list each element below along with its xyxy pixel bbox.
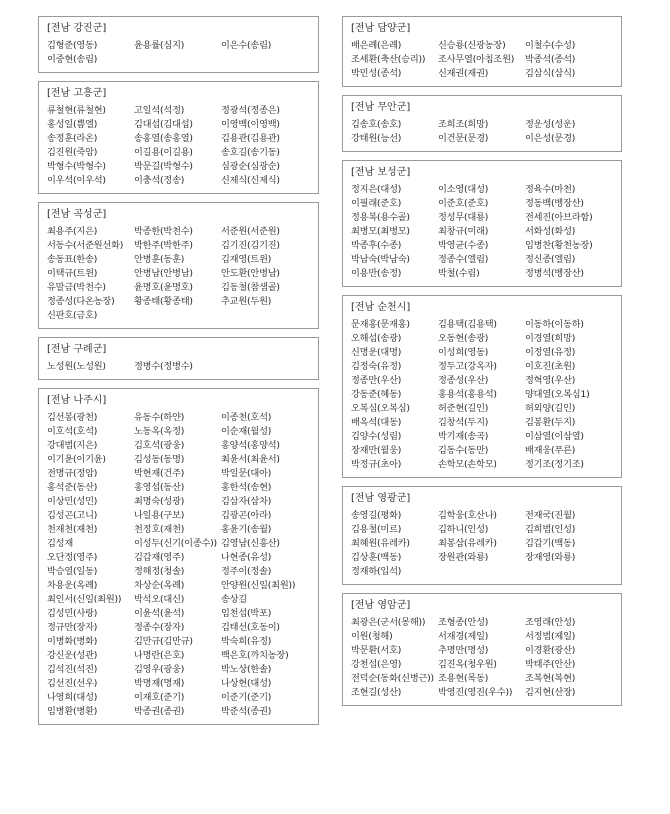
name-entry: 이필래(준호)	[351, 198, 402, 209]
name-entry: 백은호(까치농장)	[221, 650, 289, 661]
name-entry: 김영우(광웅)	[134, 664, 185, 675]
region-box	[342, 16, 622, 87]
name-entry: 박기재(송곡)	[438, 431, 489, 442]
name-entry: 이재호(준기)	[134, 692, 185, 703]
name-entry: 이경열(희망)	[525, 333, 576, 344]
name-entry: 김형준(영동)	[47, 40, 98, 51]
name-entry: 김영남(신흥산)	[221, 538, 280, 549]
name-entry: 장재영(와룡)	[525, 552, 576, 563]
name-entry: 강동준(혜동)	[351, 389, 402, 400]
name-entry: 김선진(선우)	[47, 678, 98, 689]
name-entry: 정재하(입석)	[351, 566, 402, 577]
region-box	[342, 160, 622, 287]
name-entry: 박철(수림)	[438, 268, 480, 279]
name-entry: 이준기(준기)	[221, 692, 272, 703]
name-entry: 최병모(최병모)	[351, 226, 410, 237]
region-title: [전남 담양군]	[351, 23, 411, 34]
name-entry: 김용철(미르)	[351, 524, 402, 535]
name-entry: 김성동(동명)	[134, 454, 185, 465]
name-entry: 박문길(박형수)	[134, 161, 193, 172]
name-entry: 송동표(한송)	[47, 254, 98, 265]
name-entry: 최용주(지은)	[47, 226, 98, 237]
name-entry: 박종후(수종)	[351, 240, 402, 251]
name-entry: 박명재(명재)	[134, 678, 185, 689]
name-entry: 서재경(제일)	[438, 631, 489, 642]
name-entry: 이성두(신기(이종수))	[134, 538, 217, 549]
name-entry: 이경환(광산)	[525, 645, 576, 656]
name-entry: 배옥석(대동)	[351, 417, 402, 428]
name-entry: 홍윤기(송월)	[221, 524, 272, 535]
name-list	[351, 616, 613, 700]
name-entry: 이용만(송정)	[351, 268, 402, 279]
name-entry: 전재국(진월)	[525, 510, 576, 521]
name-entry: 최인서(신일(최원))	[47, 594, 122, 605]
name-entry: 박석오(대신)	[134, 594, 185, 605]
name-entry: 박태주(안산)	[525, 659, 576, 670]
name-entry: 전세진(아브라함)	[525, 212, 593, 223]
name-entry: 정신종(엘림)	[525, 254, 576, 265]
name-list	[351, 39, 613, 81]
name-entry: 김동철(참샘골)	[221, 282, 280, 293]
name-entry: 신승룡(신광농장)	[438, 40, 506, 51]
name-list	[47, 104, 310, 188]
region-title: [전남 순천시]	[351, 302, 411, 313]
region-title: [전남 나주시]	[47, 395, 107, 406]
name-entry: 박노상(한솔)	[221, 664, 272, 675]
name-entry: 이상민(성민)	[47, 496, 98, 507]
name-entry: 조희조(희망)	[438, 119, 489, 130]
name-entry: 나일용(구보)	[134, 510, 185, 521]
name-entry: 정병수(정병수)	[134, 361, 193, 372]
region-box	[38, 388, 319, 725]
name-entry: 서정범(제일)	[525, 631, 576, 642]
name-entry: 천정호(재천)	[134, 524, 185, 535]
name-entry: 김하니(인성)	[438, 524, 489, 535]
name-entry: 박종권(종권)	[134, 706, 185, 717]
name-entry: 김성재	[47, 538, 74, 549]
name-entry: 정종성(우산)	[438, 375, 489, 386]
name-entry: 정종수(장자)	[134, 622, 185, 633]
name-entry: 안도환(안병남)	[221, 268, 280, 279]
name-entry: 배재웅(푸른)	[525, 445, 576, 456]
name-entry: 이호석(호석)	[47, 426, 98, 437]
name-entry: 김진원(죽암)	[47, 147, 98, 158]
name-entry: 안병훈(동훈)	[134, 254, 185, 265]
name-entry: 이호진(초원)	[525, 361, 576, 372]
name-list	[351, 183, 613, 281]
name-entry: 김갑기(백동)	[525, 538, 576, 549]
name-list	[351, 509, 613, 579]
name-entry: 조현길(성산)	[351, 687, 402, 698]
name-entry: 전명규(정암)	[47, 468, 98, 479]
name-entry: 김삼자(삼차)	[221, 496, 272, 507]
name-entry: 노성원(노성원)	[47, 361, 106, 372]
name-entry: 김성곤(고니)	[47, 510, 98, 521]
region-title: [전남 영암군]	[351, 600, 411, 611]
name-entry: 김선봉(광천)	[47, 412, 98, 423]
region-title: [전남 고흥군]	[47, 88, 107, 99]
name-list	[47, 39, 310, 67]
name-entry: 김만규(김만규)	[134, 636, 193, 647]
name-entry: 박한주(박한주)	[134, 240, 193, 251]
name-entry: 유동수(하얀)	[134, 412, 185, 423]
name-entry: 홍영섭(동산)	[134, 482, 185, 493]
name-entry: 김희범(인성)	[525, 524, 576, 535]
name-list	[47, 411, 310, 719]
name-entry: 최봉삼(유레카)	[438, 538, 497, 549]
name-entry: 이병화(병화)	[47, 636, 98, 647]
name-entry: 홍석준(동산)	[47, 482, 98, 493]
name-entry: 이소영(대성)	[438, 184, 489, 195]
name-entry: 김용관(김용관)	[221, 133, 280, 144]
region-title: [전남 영광군]	[351, 493, 411, 504]
name-entry: 박정규(초아)	[351, 459, 402, 470]
name-entry: 김호석(광웅)	[134, 440, 185, 451]
region-title: [전남 곡성군]	[47, 209, 107, 220]
region-box	[342, 593, 622, 706]
name-entry: 정운성(성운)	[525, 119, 576, 130]
name-entry: 김지현(산장)	[525, 687, 576, 698]
name-entry: 박현재(건주)	[134, 468, 185, 479]
name-entry: 김상훈(백동)	[351, 552, 402, 563]
name-entry: 이윤석(윤석)	[134, 608, 185, 619]
name-entry: 홍용석(홍용석)	[438, 389, 497, 400]
name-entry: 노동옥(옥정)	[134, 426, 185, 437]
name-list	[47, 360, 310, 374]
name-entry: 정종수(엘림)	[438, 254, 489, 265]
name-entry: 류철현(류철현)	[47, 105, 106, 116]
name-entry: 정기조(정기조)	[525, 459, 584, 470]
name-entry: 이순재(월성)	[221, 426, 272, 437]
name-entry: 나영희(대성)	[47, 692, 98, 703]
name-entry: 신명운(대명)	[351, 347, 402, 358]
name-list	[47, 225, 310, 323]
name-list	[351, 318, 613, 472]
name-entry: 박준석(종권)	[221, 706, 272, 717]
name-entry: 이충석(정송)	[134, 175, 185, 186]
name-entry: 김정숙(유정)	[351, 361, 402, 372]
name-entry: 윤용률(심지)	[134, 40, 185, 51]
name-entry: 홍성일(쁨엘)	[47, 119, 98, 130]
name-entry: 천재천(재천)	[47, 524, 98, 535]
name-entry: 장원관(와룡)	[438, 552, 489, 563]
name-entry: 오단정(영주)	[47, 552, 98, 563]
name-entry: 김봉환(두지)	[525, 417, 576, 428]
name-entry: 김용택(김용택)	[438, 319, 497, 330]
name-entry: 황종태(황종태)	[134, 296, 193, 307]
name-entry: 정혁영(우산)	[525, 375, 576, 386]
name-entry: 박승열(일동)	[47, 566, 98, 577]
name-entry: 임병환(병환)	[47, 706, 98, 717]
name-entry: 김석진(석진)	[47, 664, 98, 675]
name-entry: 최혜원(유레카)	[351, 538, 410, 549]
name-entry: 서준원(서준원)	[221, 226, 280, 237]
name-entry: 조형종(안성)	[438, 617, 489, 628]
name-entry: 이동하(이동하)	[525, 319, 584, 330]
name-entry: 윤명호(윤명호)	[134, 282, 193, 293]
name-entry: 전덕순(동화(신병근))	[351, 673, 434, 684]
name-entry: 홍한석(송현)	[221, 482, 272, 493]
name-entry: 송상길	[221, 594, 248, 605]
name-entry: 박남숙(박남숙)	[351, 254, 410, 265]
name-entry: 임천섭(박포)	[221, 608, 272, 619]
name-entry: 김재영(트윈)	[221, 254, 272, 265]
right-column	[342, 16, 622, 714]
name-entry: 이원(청해)	[351, 631, 393, 642]
name-entry: 조세환(축산(승리))	[351, 54, 426, 65]
name-entry: 조용현(목동)	[438, 673, 489, 684]
name-entry: 박종석(종석)	[525, 54, 576, 65]
name-entry: 이철수(수성)	[525, 40, 576, 51]
name-entry: 송영길(평화)	[351, 510, 402, 521]
name-entry: 안양원(신일(최원))	[221, 580, 296, 591]
name-entry: 정육수(마천)	[525, 184, 576, 195]
name-entry: 이삼열(이삼열)	[525, 431, 584, 442]
name-entry: 정규만(장자)	[47, 622, 98, 633]
name-entry: 최윤서(최윤서)	[221, 454, 280, 465]
name-entry: 심광순(심광순)	[221, 161, 280, 172]
name-entry: 이건문(문경)	[438, 133, 489, 144]
name-entry: 신재권(재권)	[438, 68, 489, 79]
name-entry: 정종성(다온농장)	[47, 296, 115, 307]
region-title: [전남 구례군]	[47, 344, 107, 355]
name-entry: 김기진(김기진)	[221, 240, 280, 251]
name-entry: 김삼식(삼식)	[525, 68, 576, 79]
region-title: [전남 강진군]	[47, 23, 107, 34]
name-entry: 정종만(우산)	[351, 375, 402, 386]
name-entry: 김광곤(아라)	[221, 510, 272, 521]
name-entry: 강태원(능선)	[351, 133, 402, 144]
name-entry: 이정열(유정)	[525, 347, 576, 358]
name-entry: 이종천(호석)	[221, 412, 272, 423]
name-entry: 차용운(옥례)	[47, 580, 98, 591]
region-title: [전남 무안군]	[351, 102, 411, 113]
name-entry: 박민성(종석)	[351, 68, 402, 79]
region-box	[38, 16, 319, 73]
name-entry: 오해섭(송광)	[351, 333, 402, 344]
name-entry: 이길용(이길용)	[134, 147, 193, 158]
region-box	[38, 337, 319, 380]
name-entry: 서동수(서준원선화)	[47, 240, 124, 251]
region-box	[342, 95, 622, 152]
region-box	[342, 295, 622, 478]
name-entry: 고일석(석정)	[134, 105, 185, 116]
name-entry: 문재홍(문재홍)	[351, 319, 410, 330]
name-entry: 조사무열(아침조원)	[438, 54, 515, 65]
name-entry: 박숙희(유정)	[221, 636, 272, 647]
name-entry: 허외양(길인)	[525, 403, 576, 414]
name-entry: 강천섭(은영)	[351, 659, 402, 670]
name-entry: 김대섭(김대섭)	[134, 119, 193, 130]
name-entry: 이준호(준호)	[438, 198, 489, 209]
name-entry: 이은성(문경)	[525, 133, 576, 144]
name-list	[351, 118, 613, 146]
name-entry: 조영래(안성)	[525, 617, 576, 628]
name-entry: 박종한(박천수)	[134, 226, 193, 237]
name-entry: 최창규(미래)	[438, 226, 489, 237]
name-entry: 최광은(군서(몽해))	[351, 617, 426, 628]
name-entry: 강대범(지은)	[47, 440, 98, 451]
name-entry: 김창석(두지)	[438, 417, 489, 428]
name-entry: 유말금(박천수)	[47, 282, 106, 293]
name-entry: 신판호(금호)	[47, 310, 98, 321]
name-entry: 송호길(송기동)	[221, 147, 280, 158]
name-entry: 나현종(유성)	[221, 552, 272, 563]
name-entry: 정광석(정종은)	[221, 105, 280, 116]
name-entry: 양대열(오복심1)	[525, 389, 590, 400]
name-entry: 추명만(명성)	[438, 645, 489, 656]
left-column	[38, 16, 319, 733]
name-entry: 이중현(송림)	[47, 54, 98, 65]
name-entry: 서화성(화성)	[525, 226, 576, 237]
name-entry: 최명숙(성광)	[134, 496, 185, 507]
name-entry: 송홍열(송홍열)	[134, 133, 193, 144]
name-entry: 정성무(대룡)	[438, 212, 489, 223]
name-entry: 차상순(옥례)	[134, 580, 185, 591]
name-entry: 추교원(두원)	[221, 296, 272, 307]
name-entry: 신제식(신제식)	[221, 175, 280, 186]
name-entry: 이성희(영동)	[438, 347, 489, 358]
name-entry: 박영진(영진(우수))	[438, 687, 513, 698]
name-entry: 박일문(대아)	[221, 468, 272, 479]
name-entry: 정지은(대성)	[351, 184, 402, 195]
name-entry: 정주이(정솔)	[221, 566, 272, 577]
name-entry: 박영균(수종)	[438, 240, 489, 251]
name-entry: 김송호(송호)	[351, 119, 402, 130]
name-entry: 김태선(호동이)	[221, 622, 280, 633]
name-entry: 손학모(손학모)	[438, 459, 497, 470]
name-entry: 허준현(길인)	[438, 403, 489, 414]
name-entry: 임병찬(황천농장)	[525, 240, 593, 251]
name-entry: 배은례(은례)	[351, 40, 402, 51]
name-entry: 김학웅(호산나)	[438, 510, 497, 521]
name-entry: 오복심(오복심)	[351, 403, 410, 414]
name-entry: 이영백(이영백)	[221, 119, 280, 130]
name-entry: 강신운(성관)	[47, 650, 98, 661]
name-entry: 김진옥(청우원)	[438, 659, 497, 670]
name-entry: 이기윤(이기윤)	[47, 454, 106, 465]
name-entry: 송정훈(라온)	[47, 133, 98, 144]
name-entry: 김양수(성림)	[351, 431, 402, 442]
name-entry: 나명란(은호)	[134, 650, 185, 661]
name-entry: 박문환(서호)	[351, 645, 402, 656]
name-entry: 정두고(강옥자)	[438, 361, 497, 372]
name-entry: 박형수(박형수)	[47, 161, 106, 172]
name-entry: 이은수(송림)	[221, 40, 272, 51]
region-box	[38, 202, 319, 329]
name-entry: 조복현(복현)	[525, 673, 576, 684]
name-entry: 나상현(대성)	[221, 678, 272, 689]
name-entry: 정병석(벵장산)	[525, 268, 584, 279]
name-entry: 이우석(이우석)	[47, 175, 106, 186]
name-entry: 홍양석(홍양석)	[221, 440, 280, 451]
region-box	[38, 81, 319, 194]
region-box	[342, 486, 622, 585]
name-entry: 정동백(벵장산)	[525, 198, 584, 209]
name-entry: 정용복(용수골)	[351, 212, 410, 223]
name-entry: 장재만(월웅)	[351, 445, 402, 456]
region-title: [전남 보성군]	[351, 167, 411, 178]
name-entry: 이택규(트윈)	[47, 268, 98, 279]
name-entry: 김갑재(영주)	[134, 552, 185, 563]
name-entry: 정해정(청솔)	[134, 566, 185, 577]
name-entry: 오동현(송광)	[438, 333, 489, 344]
name-entry: 김성민(사랑)	[47, 608, 98, 619]
name-entry: 김동수(동만)	[438, 445, 489, 456]
name-entry: 안병남(안병남)	[134, 268, 193, 279]
